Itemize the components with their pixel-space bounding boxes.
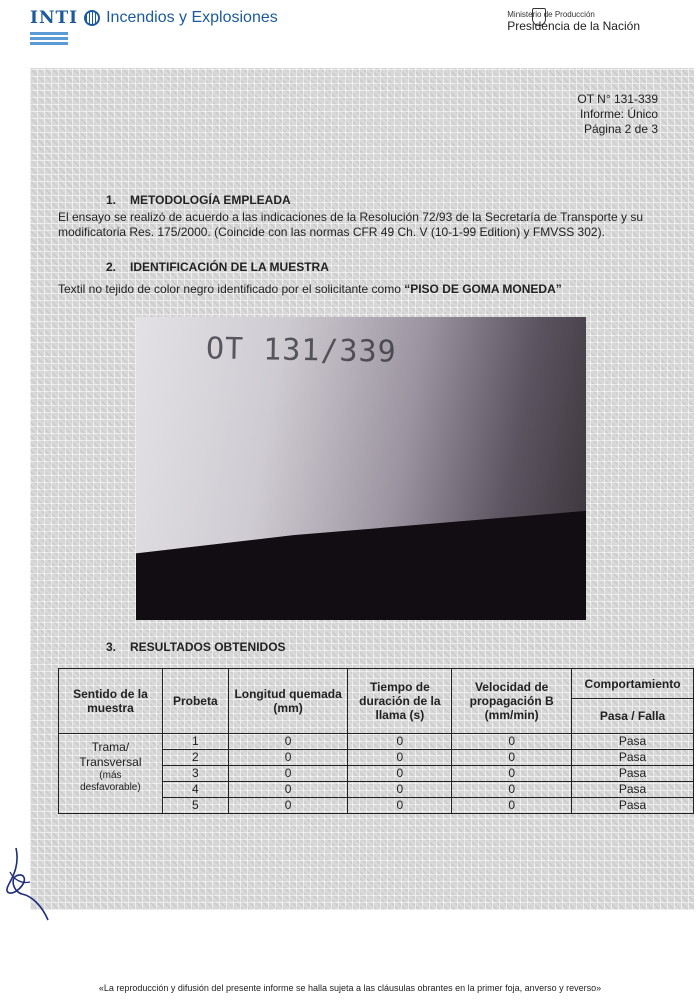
table-header-row	[59, 669, 694, 699]
ot-number: OT N° 131-339	[577, 92, 658, 106]
section-2-body	[58, 282, 666, 297]
header-probeta: Probeta	[162, 669, 228, 734]
sentido-note: (más	[99, 770, 122, 781]
probeta-cell: 4	[162, 782, 228, 798]
velocidad-cell: 0	[452, 798, 572, 814]
sample-name: “PISO DE GOMA MONEDA”	[404, 282, 562, 296]
longitud-cell: 0	[228, 782, 348, 798]
presidency-name: Presidencia de la Nación	[507, 19, 640, 33]
resultado-cell: Pasa	[572, 798, 694, 814]
probeta-cell: 1	[162, 734, 228, 750]
sample-photo	[136, 317, 586, 620]
section-1-number: 1.	[106, 193, 117, 207]
report-meta	[577, 92, 658, 137]
longitud-cell: 0	[228, 734, 348, 750]
header-tiempo: Tiempo de duración de la llama (s)	[348, 669, 452, 734]
results-table	[58, 668, 694, 814]
ministry-block	[507, 10, 640, 33]
unit-name: Incendios y Explosiones	[106, 9, 278, 26]
longitud-cell: 0	[228, 766, 348, 782]
section-1-title: METODOLOGÍA EMPLEADA	[130, 193, 291, 207]
section-2-heading	[106, 260, 329, 274]
header-velocidad: Velocidad de propagación B (mm/min)	[452, 669, 572, 734]
tiempo-cell: 0	[348, 766, 452, 782]
probeta-cell: 2	[162, 750, 228, 766]
table-row	[59, 734, 694, 750]
velocidad-cell: 0	[452, 782, 572, 798]
tiempo-cell: 0	[348, 750, 452, 766]
probeta-cell: 3	[162, 766, 228, 782]
probeta-cell: 5	[162, 798, 228, 814]
footer-notice: «La reproducción y difusión del presente informe se halla sujeta a las cláusulas obrantes en la primer foja, anverso y reverso»	[98, 983, 602, 993]
velocidad-cell: 0	[452, 734, 572, 750]
section-1-body: El ensayo se realizó de acuerdo a las indicaciones de la Resolución 72/93 de la Secretaría de Transporte y su modificatoria Res. 175/2000. (Coincide con las normas CFR 49 Ch. V (10-1-99 Edition) y FMVSS 302).	[58, 210, 644, 239]
resultado-cell: Pasa	[572, 782, 694, 798]
tiempo-cell: 0	[348, 782, 452, 798]
sample-photo-label: OT 131/339	[205, 331, 397, 370]
handwritten-initials	[2, 836, 52, 926]
header-comportamiento: Comportamiento	[572, 669, 694, 699]
sentido-cell	[59, 734, 163, 814]
header-pasa-falla: Pasa / Falla	[572, 699, 694, 734]
section-1-heading	[106, 193, 291, 207]
velocidad-cell: 0	[452, 766, 572, 782]
ministry-name: Ministerio de Producción	[507, 10, 595, 19]
header-sentido: Sentido de la muestra	[59, 669, 163, 734]
velocidad-cell: 0	[452, 750, 572, 766]
section-3-heading	[106, 640, 286, 654]
tiempo-cell: 0	[348, 734, 452, 750]
inti-logo	[30, 8, 278, 28]
section-3-title: RESULTADOS OBTENIDOS	[130, 640, 286, 654]
tiempo-cell: 0	[348, 798, 452, 814]
longitud-cell: 0	[228, 798, 348, 814]
section-2-title: IDENTIFICACIÓN DE LA MUESTRA	[130, 260, 329, 274]
resultado-cell: Pasa	[572, 734, 694, 750]
header-longitud: Longitud quemada (mm)	[228, 669, 348, 734]
section-3-number: 3.	[106, 640, 117, 654]
longitud-cell: 0	[228, 750, 348, 766]
section-2-number: 2.	[106, 260, 117, 274]
informe-label: Informe: Único	[579, 107, 658, 121]
sentido-line: Trama/	[91, 740, 130, 754]
globe-icon	[84, 10, 100, 26]
sample-description: Textil no tejido de color negro identificado por el solicitante como	[58, 282, 405, 296]
resultado-cell: Pasa	[572, 766, 694, 782]
resultado-cell: Pasa	[572, 750, 694, 766]
page-number: Página 2 de 3	[583, 122, 658, 136]
page-header	[0, 0, 700, 60]
inti-brand: INTI	[30, 8, 79, 28]
sentido-line: Transversal	[79, 755, 142, 769]
sentido-note: desfavorable)	[80, 782, 141, 793]
inti-stripes	[30, 32, 68, 47]
